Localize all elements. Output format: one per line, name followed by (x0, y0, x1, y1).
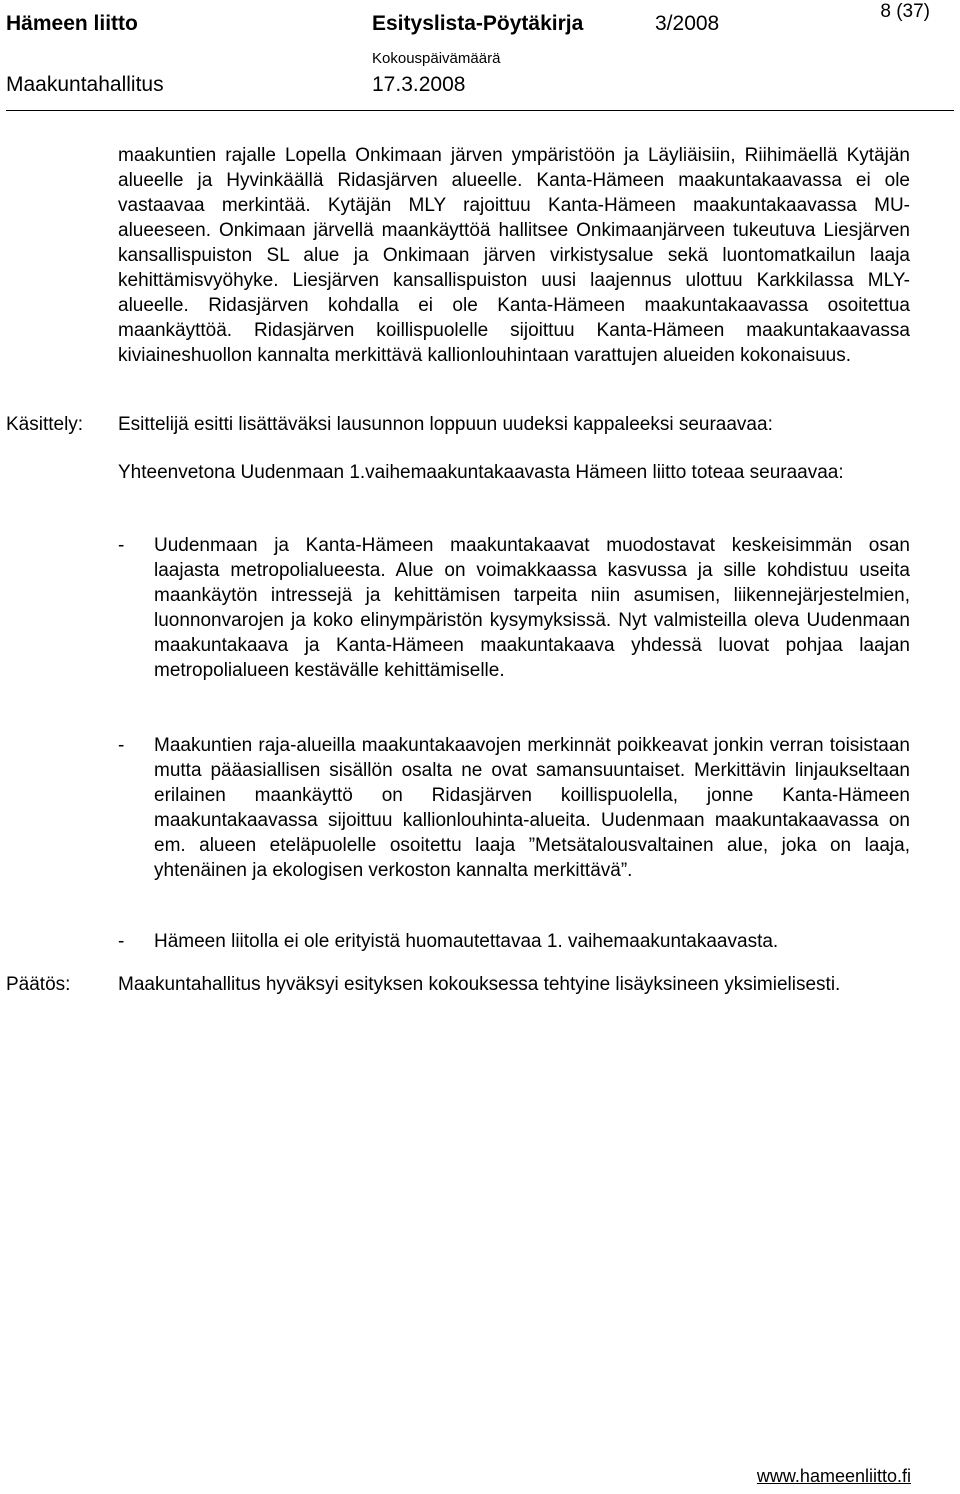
list-item (118, 733, 910, 883)
bullet-text: Hämeen liitolla ei ole erityistä huomautettavaa 1. vaihemaakuntakaavasta. (154, 931, 779, 952)
bullet-text: Maakuntien raja-alueilla maakuntakaavojen merkinnät poikkeavat jonkin verran toisistaan mutta pääasiallisen sisällön osalta ne ovat samansuuntaiset. Merkittävin linjaukseltaan erilainen maankäyttö on Ridasjärven koillispuolella, jonne Kanta-Hämeen maakuntakaavassa sijoittuu kallionlouhinta-alueita. Uudenmaan maakuntakaavassa on em. alueen eteläpuolelle osoitettu laaja ”Metsätalousvaltainen alue, joka on laaja, yhtenäinen ja ekologisen verkoston kannalta merkittävä”. (154, 735, 910, 881)
list-item (118, 533, 910, 683)
page-number: 8 (37) (880, 1, 930, 22)
document-number: 3/2008 (655, 12, 720, 35)
list-item (118, 929, 910, 954)
paatos-label: Päätös: (6, 974, 71, 995)
bullet-dash: - (118, 535, 125, 556)
website-link[interactable]: www.hameenliitto.fi (756, 1466, 911, 1486)
meeting-date: 17.3.2008 (372, 73, 466, 96)
document-type: Esityslista-Pöytäkirja (372, 12, 584, 35)
meeting-date-label: Kokouspäivämäärä (372, 50, 501, 67)
summary-intro: Yhteenvetona Uudenmaan 1.vaihemaakuntakaavasta Hämeen liitto toteaa seuraavaa: (118, 462, 844, 483)
kasittely-text: Esittelijä esitti lisättäväksi lausunnon loppuun uudeksi kappaleeksi seuraavaa: (118, 414, 773, 435)
header-divider (6, 110, 954, 111)
bullet-dash: - (118, 735, 125, 756)
organization-name: Hämeen liitto (6, 12, 138, 35)
bullet-text: Uudenmaan ja Kanta-Hämeen maakuntakaavat muodostavat keskeisimmän osan laajasta metropolialueesta. Alue on voimakkaassa kasvussa ja sille kohdistuu useita maankäytön intressejä ja kehittämisen tarpeita niin asumisen, liikennejärjestelmien, luonnonvarojen ja koko elinympäristön kysymyksissä. Nyt valmisteilla oleva Uudenmaan maakuntakaava ja Kanta-Hämeen maakuntakaava yhdessä luovat pohjaa laajan metropolialueen kestävälle kehittämiselle. (154, 535, 910, 681)
paatos-text: Maakuntahallitus hyväksyi esityksen kokouksessa tehtyine lisäyksineen yksimielisesti. (118, 974, 841, 995)
bullet-dash: - (118, 931, 125, 952)
intro-paragraph: maakuntien rajalle Lopella Onkimaan järven ympäristöön ja Läyliäisiin, Riihimäellä Kytäjän alueelle ja Hyvinkäällä Ridasjärven alueelle. Kanta-Hämeen maakuntakaavassa ei ole vastaavaa merkintää. Kytäjän MLY rajoittuu Kanta-Hämeen maakuntakaavassa MU-alueeseen. Onkimaan järvellä maankäyttöä hallitsee Onkimaanjärveen tukeutuva Liesjärven kansallispuiston SL alue ja Onkimaan järven virkistysalue sekä luontomatkailun laaja kehittämisvyöhyke. Liesjärven kansallispuiston uusi laajennus ulottuu Karkkilassa MLY-alueelle. Ridasjärven kohdalla ei ole Kanta-Hämeen maakuntakaavassa osoitettua maankäyttöä. Ridasjärven koillispuolelle sijoittuu Kanta-Hämeen maakuntakaavassa kiviaineshuollon kannalta merkittävä kallionlouhintaan varattujen alueiden kokonaisuus. (118, 145, 910, 366)
governing-body: Maakuntahallitus (6, 73, 164, 96)
kasittely-label: Käsittely: (6, 414, 84, 435)
